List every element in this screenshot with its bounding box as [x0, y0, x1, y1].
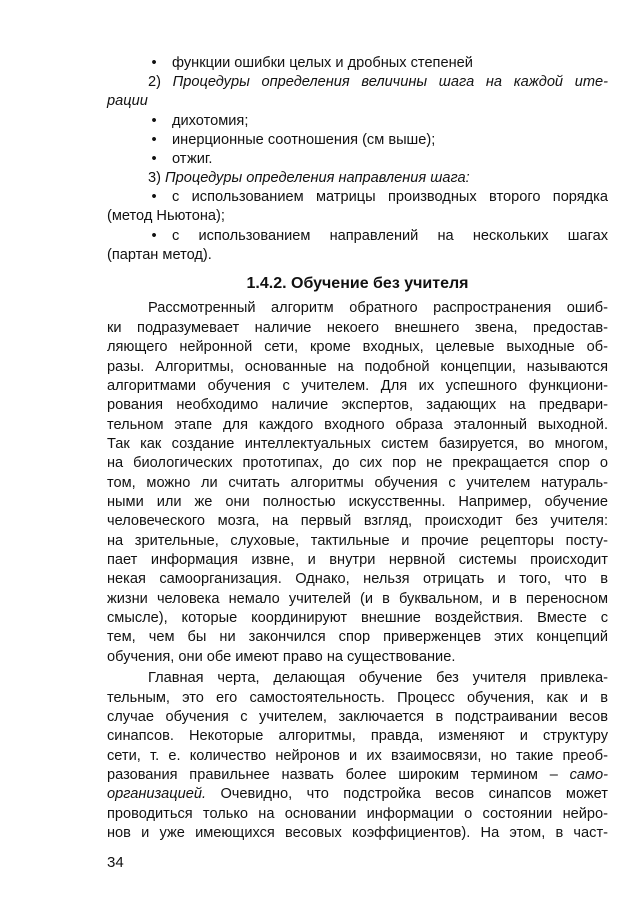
paragraph-line: тельным, это его самостоятельность. Процесс обучения, как и в	[107, 690, 608, 706]
list-item-2	[148, 72, 608, 92]
paragraph-line: алгоритмами обучения с учителем. Для их успешного функциони-	[107, 378, 608, 394]
paragraph-line: на зрительные, слуховые, тактильные и прочие рецепторы посту-	[107, 533, 608, 549]
paragraph-line: разы. Алгоритмы, основанные на подобной концепции, называются	[107, 359, 608, 375]
bullet-text-cont: (партан метод).	[107, 247, 212, 263]
paragraph-line: пает информация извне, и внутри нервной системы происходит	[107, 552, 608, 568]
bullet-text: функции ошибки целых и дробных степеней	[172, 55, 473, 71]
paragraph-line: ными или же они полностью искусственны. Например, обучение	[107, 494, 608, 510]
list-number: 3)	[148, 170, 161, 186]
paragraph-line: Рассмотренный алгоритм обратного распространения ошиб-	[148, 300, 608, 316]
paragraph-line: Главная черта, делающая обучение без учителя привлека-	[148, 670, 608, 686]
paragraph-line-last: обучения, они обе имеют право на существование.	[107, 649, 456, 665]
paragraph-line: ляющего нейронной сети, кроме входных, целевые выходные об-	[107, 339, 608, 355]
list-number: 2)	[148, 74, 161, 90]
bullet-item	[148, 53, 608, 73]
paragraph-line: жизни человека немало учителей (и в буквальном, и в переносном	[107, 591, 608, 607]
section-heading: 1.4.2. Обучение без учителя	[246, 275, 469, 292]
paragraph-line: Так как создание интеллектуальных систем базируется, во многом,	[107, 436, 608, 452]
paragraph-line: синапсов. Некоторые алгоритмы, правда, изменяют и структуру	[107, 728, 608, 744]
list-item-3	[148, 168, 608, 188]
paragraph-line: человеческого мозга, на первый взгляд, происходит без учителя:	[107, 513, 608, 529]
paragraph-line: проводиться только на основании информации о состоянии нейро-	[107, 806, 608, 822]
paragraph-line: сети, т. е. количество нейронов и их взаимосвязи, но такие преоб-	[107, 748, 608, 764]
bullet-item	[148, 111, 608, 131]
italic-term: организацией.	[107, 786, 207, 802]
paragraph-line: смысле), которые координируют внешние воздействия. Вместе с	[107, 610, 608, 626]
paragraph-line: том, можно ли считать алгоритмы обучения с учителем натураль-	[107, 475, 608, 491]
bullet-text: с использованием направлений на нескольких шагах	[172, 228, 608, 244]
bullet-item	[148, 226, 608, 246]
list-item-text: Процедуры определения направления шага:	[165, 170, 470, 186]
paragraph-line: разования правильнее назвать более широким термином – само-	[107, 767, 608, 783]
bullet-icon: •	[151, 189, 157, 205]
paragraph-line: рования необходимо наличие экспертов, задающих на предвари-	[107, 397, 608, 413]
paragraph-line: ки подразумевает наличие некоего внешнего звена, предостав-	[107, 320, 608, 336]
list-item-text-cont: рации	[107, 93, 148, 109]
bullet-item	[148, 149, 608, 169]
paragraph-line: случае обучения с учителем, заключается в подстраивании весов	[107, 709, 608, 725]
list-item-text: Процедуры определения величины шага на каждой ите-	[172, 74, 608, 90]
bullet-item	[148, 187, 608, 207]
paragraph-line: тем, чем бы ни закончился спор приверженцев этих концепций	[107, 629, 608, 645]
bullet-icon: •	[151, 132, 157, 148]
paragraph-line: на биологических прототипах, до сих пор не прекращается спор о	[107, 455, 608, 471]
bullet-icon: •	[151, 113, 157, 129]
paragraph-line: организацией. Очевидно, что подстройка весов синапсов может	[107, 786, 608, 802]
list-item-2-cont	[107, 91, 608, 111]
italic-term: само-	[569, 767, 608, 783]
bullet-text-cont: (метод Ньютона);	[107, 208, 225, 224]
bullet-text: отжиг.	[172, 151, 213, 167]
paragraph-line: некая самоорганизация. Однако, нельзя отрицать и того, что в	[107, 571, 608, 587]
bullet-icon: •	[151, 55, 157, 71]
bullet-text: инерционные соотношения (см выше);	[172, 132, 436, 148]
bullet-text: дихотомия;	[172, 113, 249, 129]
bullet-icon: •	[151, 228, 157, 244]
bullet-text: с использованием матрицы производных второго порядка	[172, 189, 608, 205]
paragraph-line: нов и уже имеющихся весовых коэффициентов). На этом, в част-	[107, 825, 608, 841]
page-number: 34	[107, 854, 124, 871]
bullet-item	[148, 130, 608, 150]
paragraph-line: тельном этапе для каждого входного образа эталонный выходной.	[107, 417, 608, 433]
bullet-icon: •	[151, 151, 157, 167]
